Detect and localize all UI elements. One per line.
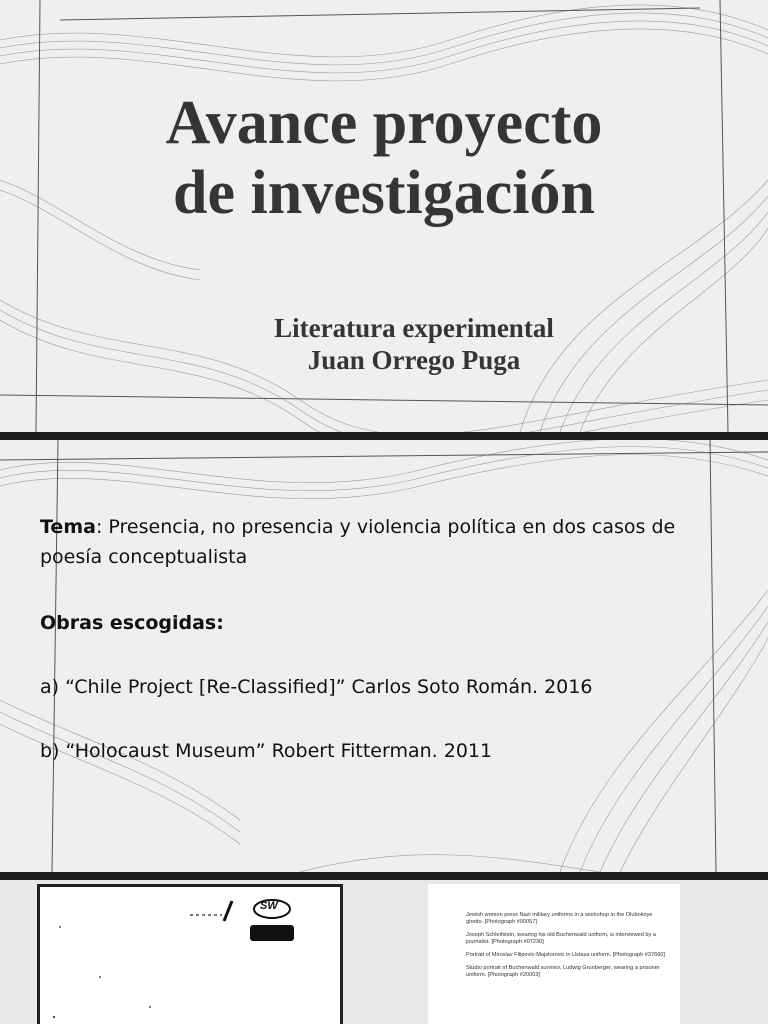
document-marks xyxy=(40,887,340,1024)
images-slide xyxy=(0,880,768,1024)
caption-2: Joseph Schleifstein, wearing his old Buchenwald uniform, is interviewed by a journalist. [Photograph #07230] xyxy=(466,932,656,945)
obras-heading: Obras escogidas: xyxy=(40,612,224,634)
obra-item-a: a) “Chile Project [Re-Classified]” Carlos Soto Román. 2016 xyxy=(40,676,593,698)
document-stamp: SW xyxy=(260,900,278,912)
slide-subtitle xyxy=(0,312,768,376)
photo-captions-image xyxy=(428,884,680,1024)
declassified-document-image xyxy=(37,884,343,1024)
content-slide xyxy=(0,440,768,872)
caption-3: Portrait of Miroslav Filipovic-Majstorovic in Ustasa uniform. [Photograph #37660] xyxy=(466,952,665,958)
title-slide xyxy=(0,0,768,432)
tema-text: : Presencia, no presencia y violencia política en dos casos de poesía conceptualista xyxy=(40,516,676,568)
subtitle-author: Juan Orrego Puga xyxy=(307,345,521,375)
slide-title xyxy=(0,88,768,228)
obra-item-b: b) “Holocaust Museum” Robert Fitterman. 2011 xyxy=(40,740,493,762)
subtitle-course: Literatura experimental xyxy=(274,313,554,343)
title-line-1: Avance proyecto xyxy=(165,89,603,157)
tema-label: Tema xyxy=(40,516,96,538)
wave-line-pattern xyxy=(0,440,768,872)
caption-4: Studio portrait of Buchenwald survivor, Ludwig Grunberger, wearing a prisoner uniform. [Photograph #20003] xyxy=(466,965,660,978)
tema-paragraph xyxy=(40,512,740,572)
title-line-2: de investigación xyxy=(173,159,595,227)
caption-1: Jewish women press Nazi military uniforms in a workshop in the Olubokoye ghetto. [Photograph #00057] xyxy=(466,912,653,925)
